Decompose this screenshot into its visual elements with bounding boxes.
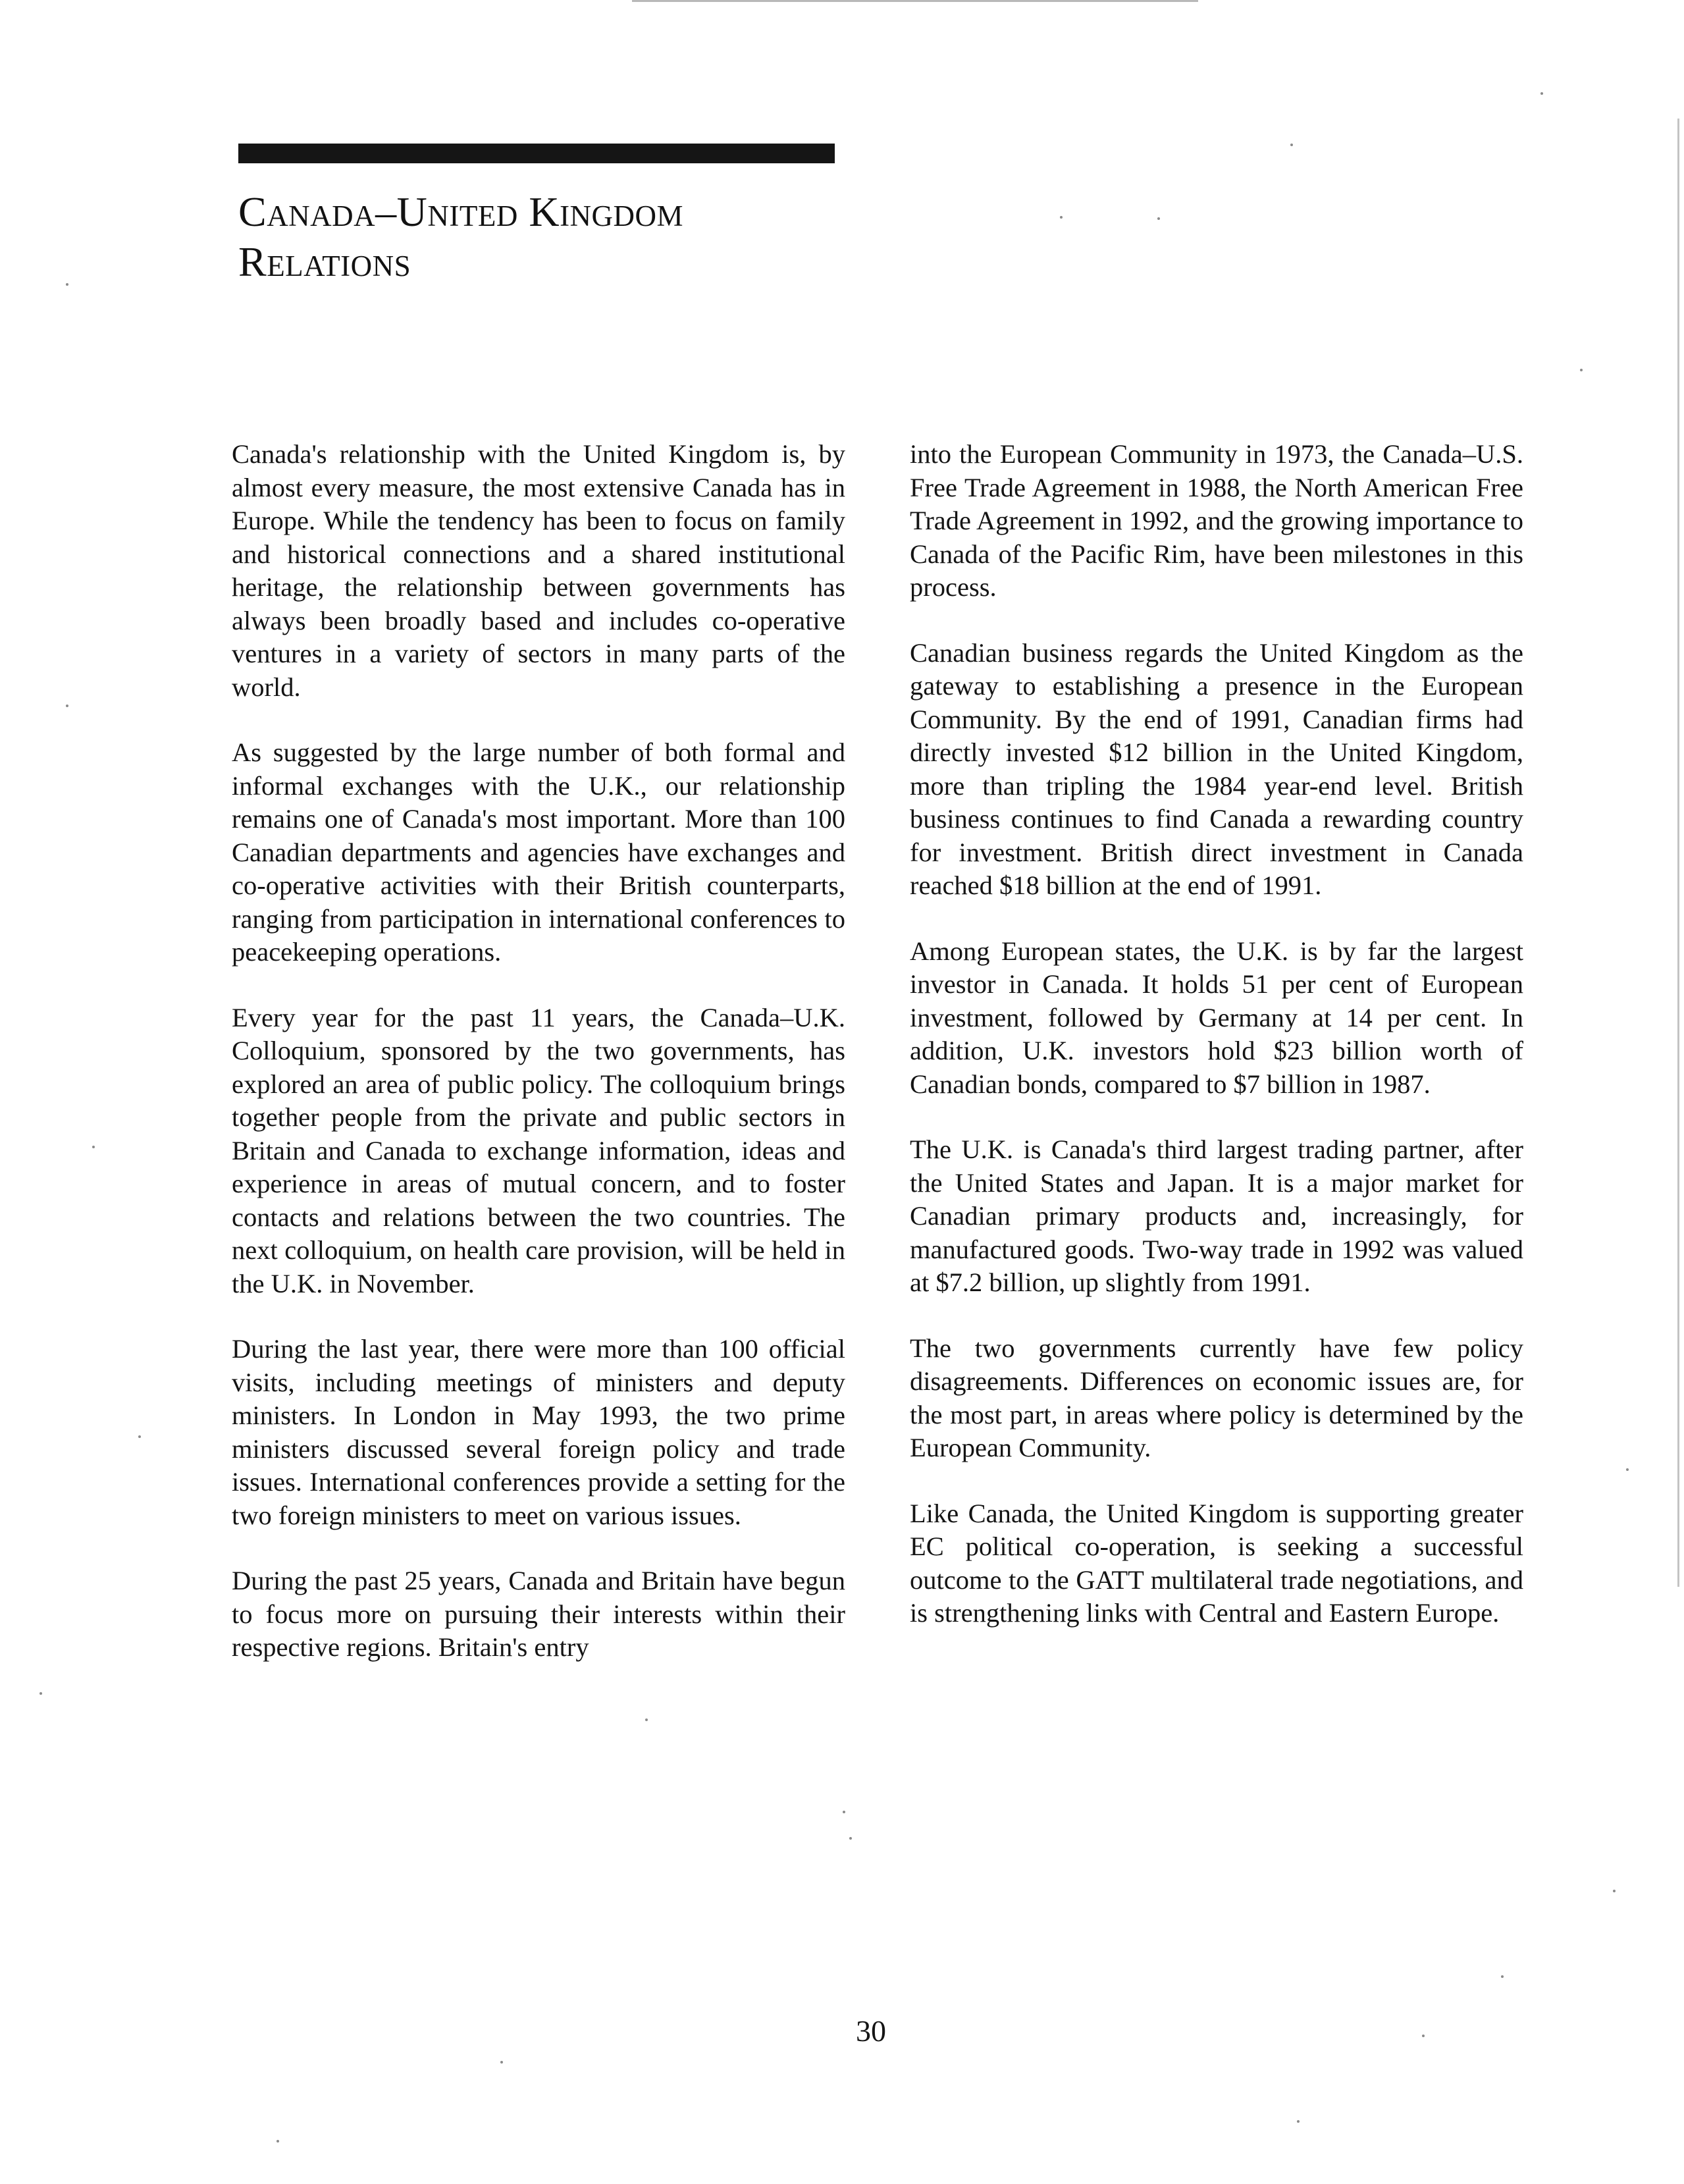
paragraph: into the European Community in 1973, the Canada–U.S. Free Trade Agreement in 1988, the North American Free Trade Agreement in 1992, and the growing importance to Canada of the Pacific Rim, have been milestones in this process. [910,439,1523,602]
paragraph: Canadian business regards the United Kingdom as the gateway to establishing a presence in the European Community. By the end of 1991, Canadian firms had directly invested $12 billion in the United Kingdom, more than tripling the 1984 year-end level. British business continues to find Canada a rewarding country for investment. British direct investment in Canada reached $18 billion at the end of 1991. [910,637,1523,900]
scan-speck [1157,217,1160,220]
scan-speck [1060,216,1063,219]
scan-edge-line [632,0,1198,2]
scan-speck [1297,2120,1300,2123]
paragraph: The U.K. is Canada's third largest trading partner, after the United States and Japan. It is a major market for Canadian primary products and, increasingly, for manufactured goods. Two-way trade in 1992 was valued at $7.2 billion, up slightly from 1991. [910,1134,1523,1297]
scan-speck [500,2061,503,2064]
right-text-column [910,438,1523,1663]
scan-speck [1501,1975,1504,1978]
paragraph: During the past 25 years, Canada and Britain have begun to focus more on pursuing their interests within their respective regions. Britain's entry [232,1566,845,1662]
paragraph: During the last year, there were more than 100 official visits, including meetings of ministers and deputy ministers. In London in May 1993, the two prime ministers discussed several foreign policy and trade issues. International conferences provide a setting for the two foreign ministers to meet on various issues. [232,1334,845,1530]
paragraph: Among European states, the U.K. is by far the largest investor in Canada. It holds 51 per cent of European investment, followed by Germany at 14 per cent. In addition, U.K. investors hold $23 billion worth of Canadian bonds, compared to $7 billion in 1987. [910,936,1523,1099]
scan-speck [1613,1890,1616,1892]
scan-speck [645,1718,648,1721]
page-title-line-1: Canada–United Kingdom [238,188,684,235]
page-number: 30 [856,2014,886,2048]
paragraph: Every year for the past 11 years, the Canada–U.K. Colloquium, sponsored by the two governments, has explored an area of public policy. The colloquium brings together people from the private and public sectors in Britain and Canada to exchange information, ideas and experience in areas of mutual concern, and to foster contacts and relations between the two countries. The next colloquium, on health care provision, will be held in the U.K. in November. [232,1002,845,1298]
scan-speck [1580,369,1583,371]
paragraph: The two governments currently have few policy disagreements. Differences on economic issues are, for the most part, in areas where policy is determined by the European Community. [910,1333,1523,1462]
scan-edge-line-right [1677,119,1679,1587]
section-header-bar [238,144,835,163]
scan-speck [66,283,68,286]
scan-speck [1290,144,1293,146]
paragraph: Like Canada, the United Kingdom is supporting greater EC political co-operation, is seeking a successful outcome to the GATT multilateral trade negotiations, and is strengthening links with Central and Eastern Europe. [910,1498,1523,1628]
scan-speck [39,1692,42,1695]
paragraph: Canada's relationship with the United Kingdom is, by almost every measure, the most extensive Canada has in Europe. While the tendency has been to focus on family and historical connections and a shared institutional heritage, the relationship between governments has always been broadly based and includes co-operative ventures in a variety of sectors in many parts of the world. [232,439,845,702]
paragraph: As suggested by the large number of both formal and informal exchanges with the U.K., our relationship remains one of Canada's most important. More than 100 Canadian departments and agencies have exchanges and co-operative activities with their British counterparts, ranging from participation in international conferences to peacekeeping operations. [232,737,845,967]
scan-speck [276,2140,279,2143]
scan-speck [66,705,68,707]
page-title [238,187,962,287]
left-text-column [232,438,845,1697]
scan-speck [1422,2035,1425,2037]
scan-speck [1626,1468,1629,1471]
scan-speck [849,1837,852,1840]
scan-speck [1540,92,1543,95]
scan-speck [138,1435,141,1438]
scan-speck [843,1811,845,1813]
scan-speck [92,1146,95,1148]
page-title-line-2: Relations [238,238,411,285]
